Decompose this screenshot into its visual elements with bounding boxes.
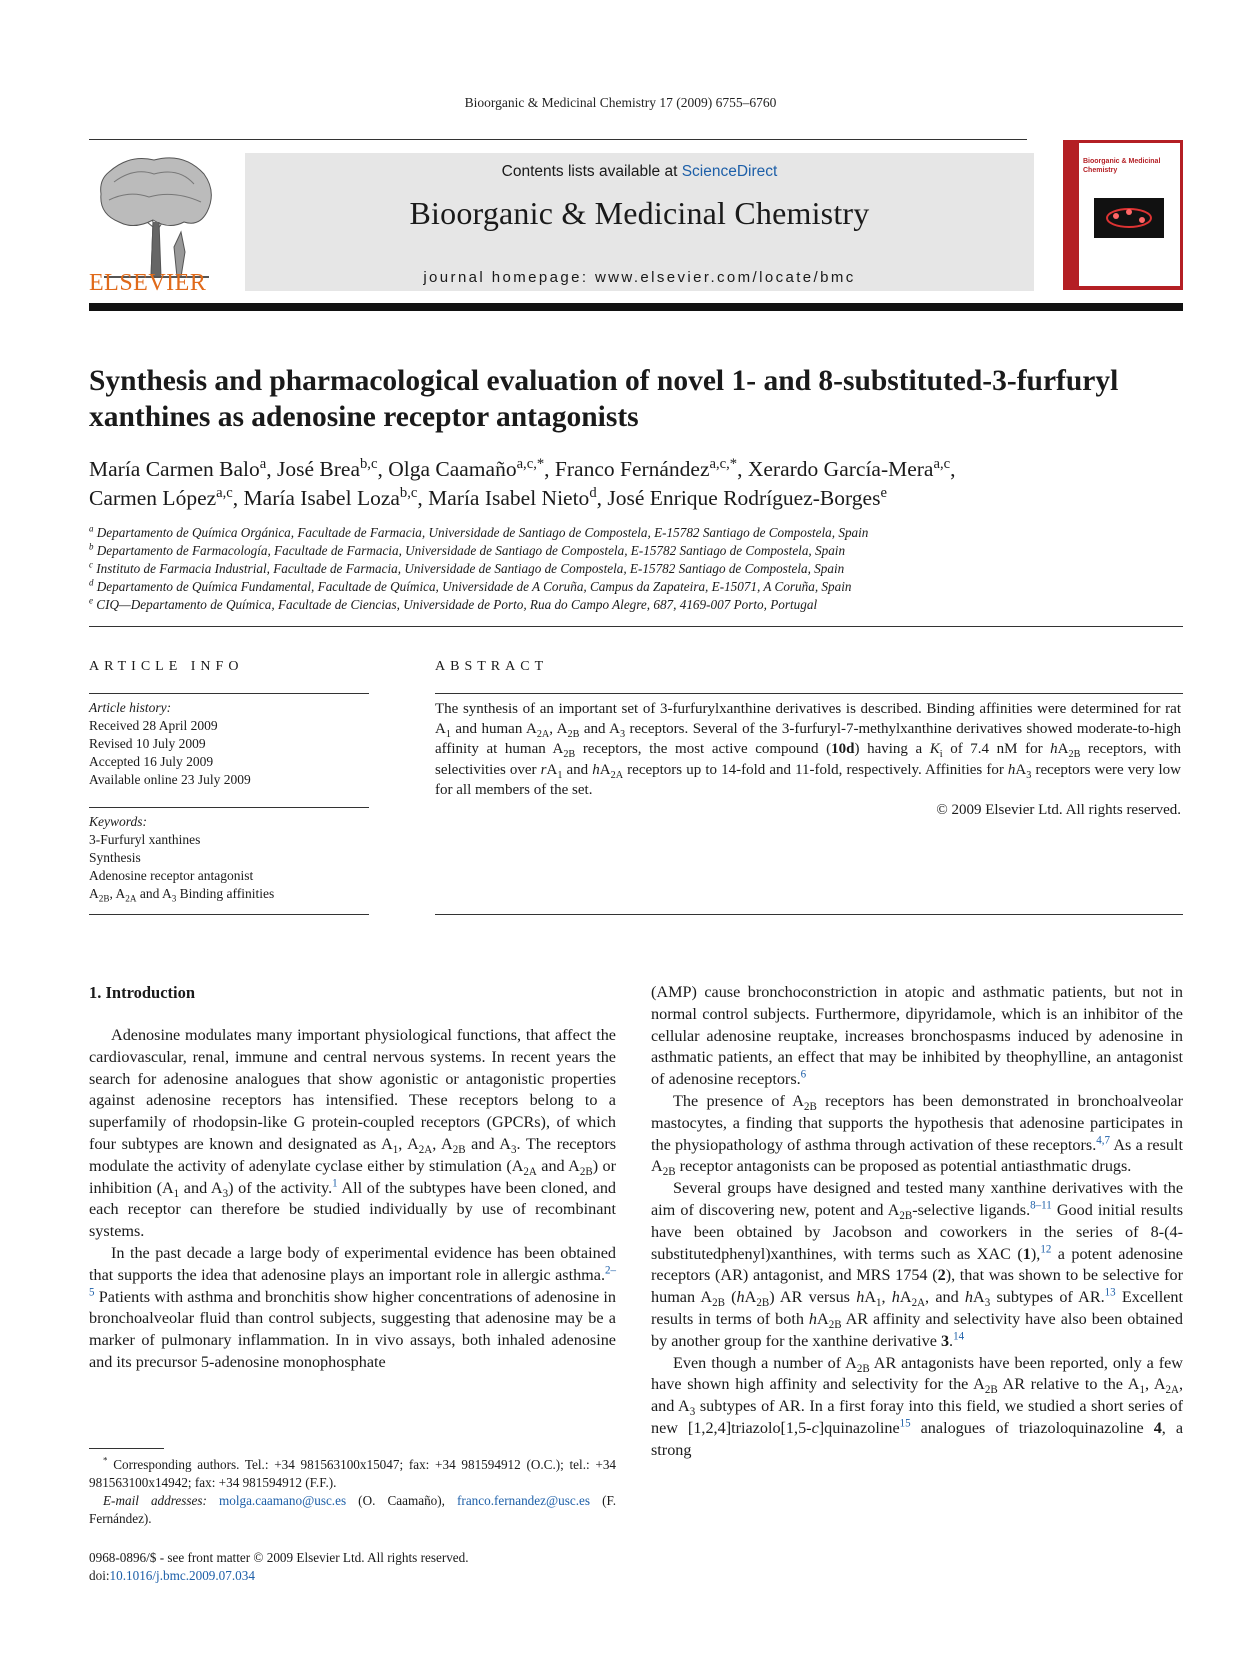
author-name: Franco Fernández (554, 457, 710, 481)
author-name: María Isabel Nieto (428, 486, 590, 510)
history-item: Accepted 16 July 2009 (89, 754, 214, 769)
history-item: Revised 10 July 2009 (89, 736, 206, 751)
cover-image (1094, 198, 1164, 238)
issn-doi-block (89, 1549, 616, 1585)
contents-line (245, 163, 1034, 181)
author-name: María Isabel Loza (243, 486, 400, 510)
corresponding-info: Corresponding authors. Tel.: +34 981563100x15047; fax: +34 981594912 (O.C.); tel.: +34 981563100x14942; fax: +34 981594912 (F.F.). (89, 1457, 617, 1490)
author-list: María Carmen Balo$^a$, José Brea$^{b,c}$, Olga Caamaño$^{a,c,*}$, Franco Fernández$^{a,c,*}$, Xerardo García-Mera$^{a,c}$, Carmen López$^{a,c}$, María Isabel Loza$^{b,c}$, María Isabel Nieto$^d$, José Enrique Rodríguez-Borges$^e$ (89, 455, 956, 510)
info-bottom-rule (89, 914, 369, 915)
copyright: © 2009 Elsevier Ltd. All rights reserved. (936, 802, 1181, 819)
corresponding-author-footnote: * Corresponding authors. Tel.: +34 981563100x15047; fax: +34 981594912 (O.C.); tel.: +34 981563100x14942; fax: +34 981594912 (F.F.). E-mail addresses: molga.caamano@usc.es (O. Caamaño), franco.fernandez@usc.es (F. Fernández). (89, 1455, 617, 1526)
keyword: $A_{2B}$, $A_{2A}$ and $A_3$ Binding affinities (89, 886, 275, 904)
sciencedirect-link[interactable]: ScienceDirect (681, 163, 778, 180)
abstract-text: The synthesis of an important set of 3-furfurylxanthine derivatives is described. Binding affinities were determined for rat $A_1$ and human $A_{2A}$, $A_{2B}$ and $A_3$ receptors. Several of the 3-furfuryl-7-methylxanthine derivatives showed moderate-to-high affinity at human $A_{2B}$ receptors, the most active compound (10d) having a $K_i$ of 7.4 nM for $hA_{2B}$ receptors, with selectivities over $rA_1$ and $hA_{2A}$ receptors up to 14-fold and 11-fold, respectively. Affinities for $hA_3$ receptors were very low for all members of the set. © 2009 Elsevier Ltd. All rights reserved. (435, 699, 1181, 820)
author-name: Olga Caamaño (388, 457, 517, 481)
keyword: 3-Furfuryl xanthines (89, 832, 201, 847)
keywords-rule (89, 807, 369, 808)
article-info-heading: ARTICLE INFO (89, 659, 244, 674)
affiliation: $^c$ Instituto de Farmacia Industrial, Facultade de Farmacia, Universidade de Santiago de Compostela, E-15782 Santiago de Compostela, Spain (89, 559, 845, 576)
journal-header-box (245, 153, 1034, 291)
abstract-heading: ABSTRACT (435, 659, 549, 674)
author-name: José Brea (277, 457, 360, 481)
author-affil: d (589, 484, 597, 501)
author-affil: a,c (933, 455, 951, 472)
paragraph: The presence of $A_{2B}$ receptors has been demonstrated in bronchoalveolar mastocytes, a finding that supports the hypothesis that adenosine participates in the physiopathology of asthma through activation of these receptors.$^{4,7}$ As a result $A_{2B}$ receptor antagonists can be proposed as potential antiasthmatic drugs. (651, 1091, 1183, 1179)
paragraph: Adenosine modulates many important physiological functions, that affect the cardiovascular, renal, immune and central nervous systems. In recent years the search for adenosine analogues that show agonistic or antagonistic properties against adenosine receptors has intensified. These receptors belong to a superfamily of rhodopsin-like G protein-coupled receptors (GPCRs), of which four subtypes are known and designated as $A_1$, $A_{2A}$, $A_{2B}$ and $A_3$. The receptors modulate the activity of adenylate cyclase either by stimulation ($A_{2A}$ and $A_{2B}$) or inhibition ($A_1$ and $A_3$) of the activity.$^1$ All of the subtypes have been cloned, and each receptor can therefore be studied individually by use of recombinant systems. (89, 1026, 617, 1241)
journal-homepage-link[interactable]: journal homepage: www.elsevier.com/locate/bmc (423, 269, 856, 286)
paragraph: In the past decade a large body of experimental evidence has been obtained that supports the idea that adenosine plays an important role in allergic asthma.$^{2-5}$ Patients with asthma and bronchitis show higher concentrations of adenosine in bronchoalveolar fluid than control subjects, suggesting that adenosine may be a marker of pulmonary inflammation. In in vivo assays, both inhaled adenosine and its precursor 5-adenosine monophosphate (89, 1243, 616, 1371)
footnote-rule (89, 1448, 164, 1449)
affiliation-list (89, 524, 1189, 614)
info-rule (89, 693, 369, 694)
email-link[interactable]: molga.caamano@usc.es (218, 1493, 347, 1508)
publisher-logo[interactable]: ELSEVIER (89, 270, 207, 296)
doi-label: doi: (89, 1568, 110, 1583)
author-affil: a,c,* (516, 455, 545, 472)
cover-molecule-icon (1094, 198, 1164, 238)
author-name: Xerardo García-Mera (747, 457, 934, 481)
author-affil: a,c (216, 484, 233, 501)
intro-right-column (651, 982, 1183, 1462)
keyword: Synthesis (89, 850, 141, 865)
abstract-rule (435, 693, 1183, 694)
history-item: Available online 23 July 2009 (89, 772, 251, 787)
article-history (89, 699, 369, 789)
affiliation: $^a$ Departamento de Química Orgánica, Facultade de Farmacia, Universidade de Santiago de Compostela, E-15782 Santiago de Compostela, Spain (89, 523, 869, 540)
author-name: José Enrique Rodríguez-Borges (607, 486, 881, 510)
author-affil: a,c,* (709, 455, 738, 472)
keywords (89, 813, 369, 903)
header-bottom-rule (89, 303, 1183, 311)
keywords-label: Keywords: (89, 814, 147, 829)
affiliation: $^d$ Departamento de Química Fundamental, Facultade de Química, Universidade de A Coruña, Campus da Zapateira, E-15071, A Coruña, Spain (89, 577, 852, 594)
header-top-rule (89, 139, 1027, 140)
doi-link[interactable]: 10.1016/j.bmc.2009.07.034 (109, 1568, 255, 1583)
affiliation-rule (89, 626, 1183, 627)
journal-title[interactable]: Bioorganic & Medicinal Chemistry (409, 195, 870, 231)
cover-title: Bioorganic & Medicinal Chemistry (1083, 158, 1161, 174)
author-affil: e (880, 484, 887, 501)
cover-page (1079, 143, 1180, 286)
intro-left-column (89, 1025, 616, 1374)
author-affil: b,c (399, 484, 418, 501)
article-title: Synthesis and pharmacological evaluation of novel 1- and 8-substituted-3-furfuryl xanthines as adenosine receptor antagonists (89, 365, 1119, 433)
paragraph: (AMP) cause bronchoconstriction in atopic and asthmatic patients, but not in normal control subjects. Furthermore, dipyridamole, which is an inhibitor of the cellular adenosine reuptake, increases bronchospasms induced by adenosine in asthmatic patients, an effect that may be inhibited by theophylline, an antagonist of adenosine receptors.$^6$ (651, 983, 1183, 1089)
journal-reference: Bioorganic & Medicinal Chemistry 17 (2009) 6755–6760 (464, 95, 777, 110)
paragraph: Several groups have designed and tested many xanthine derivatives with the aim of discovering new, potent and $A_{2B}$-selective ligands.$^{8-11}$ Good initial results have been obtained by Jacobson and coworkers in the series of 8-(4-substitutedphenyl)xanthines, with terms such as XAC (1),$^{12}$ a potent adenosine receptors (AR) antagonist, and MRS 1754 (2), that was shown to be selective for human $A_{2B}$ $(hA_{2B})$ AR versus $hA_1$, $hA_{2A}$, and $hA_3$ subtypes of AR.$^{13}$ Excellent results in terms of both $hA_{2B}$ AR affinity and selectivity have also been obtained by another group for the xanthine derivative 3.14 (651, 1179, 1184, 1350)
author-affil: a (259, 455, 267, 472)
issn-line: 0968-0896/$ - see front matter © 2009 Elsevier Ltd. All rights reserved. (89, 1550, 469, 1565)
author-affil: b,c (360, 455, 378, 472)
email-label: E-mail addresses: (103, 1493, 207, 1508)
keyword: Adenosine receptor antagonist (89, 868, 254, 883)
history-item: Received 28 April 2009 (89, 718, 218, 733)
contents-prefix: Contents lists available at (501, 163, 678, 180)
affiliation: $^b$ Departamento de Farmacología, Facultade de Farmacia, Universidade de Santiago de Compostela, E-15782 Santiago de Compostela, Spain (89, 541, 846, 558)
affiliation: $^e$ CIQ—Departamento de Química, Facultade de Ciencias, Universidade de Porto, Rua do Campo Alegre, 687, 4169-007 Porto, Portugal (89, 595, 818, 612)
email-link[interactable]: franco.fernandez@usc.es (457, 1493, 590, 1508)
author-name: Carmen López (89, 486, 217, 510)
paragraph: Even though a number of $A_{2B}$ AR antagonists have been reported, only a few have shown high affinity and selectivity for the $A_{2B}$ AR relative to the $A_1$, $A_{2A}$, and $A_3$ subtypes of AR. In a first foray into this field, we studied a short series of new [1,2,4]triazolo[1,5-c]quinazoline$^{15}$ analogues of triazoloquinazoline 4, a strong (651, 1353, 1184, 1459)
section-heading-introduction: 1. Introduction (89, 983, 196, 1002)
abstract-bottom-rule (435, 914, 1183, 915)
history-label: Article history: (89, 700, 172, 715)
author-name: María Carmen Balo (89, 457, 260, 481)
journal-cover-thumbnail[interactable] (1063, 140, 1183, 290)
